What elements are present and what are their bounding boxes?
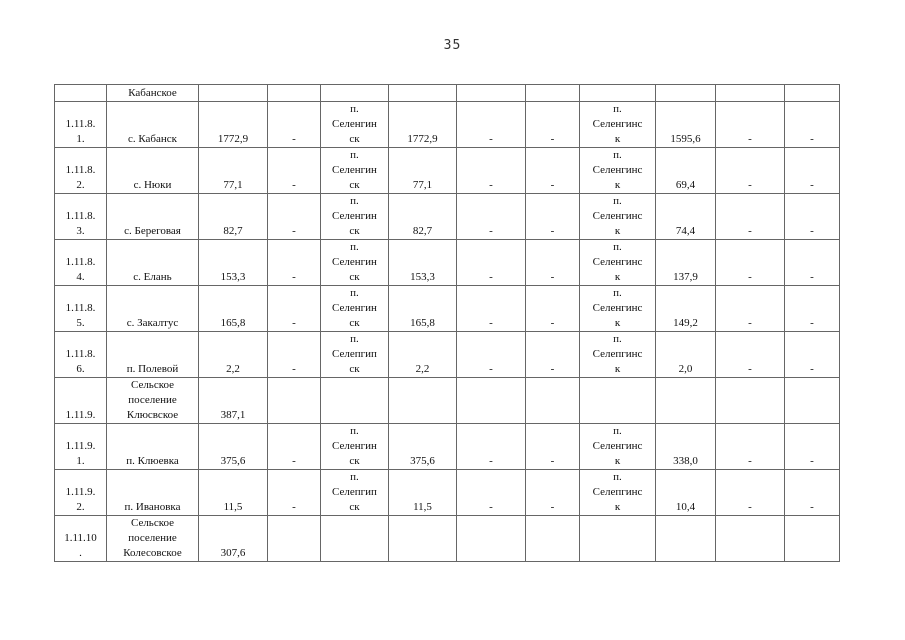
name-cell: Сельское поселение Клюсвское	[107, 378, 199, 424]
dash-cell	[526, 378, 580, 424]
place-cell	[580, 516, 656, 562]
value-cell: 2,2	[199, 332, 268, 378]
place-cell	[321, 378, 389, 424]
dash-cell: -	[268, 470, 321, 516]
page-number: 35	[443, 38, 462, 53]
value-cell: 82,7	[389, 194, 457, 240]
place-cell	[580, 378, 656, 424]
value-cell: 375,6	[199, 424, 268, 470]
dash-cell: -	[268, 102, 321, 148]
dash-cell: -	[457, 470, 526, 516]
dash-cell: -	[457, 240, 526, 286]
dash-cell: -	[716, 286, 785, 332]
dash-cell: -	[785, 194, 840, 240]
value-cell: 11,5	[199, 470, 268, 516]
value-cell	[656, 516, 716, 562]
dash-cell: -	[716, 148, 785, 194]
dash-cell: -	[716, 102, 785, 148]
dash-cell: -	[457, 102, 526, 148]
dash-cell	[526, 516, 580, 562]
name-cell: с. Закалтус	[107, 286, 199, 332]
value-cell: 165,8	[199, 286, 268, 332]
dash-cell: -	[785, 102, 840, 148]
table-row	[55, 148, 840, 194]
value-cell: 387,1	[199, 378, 268, 424]
dash-cell: -	[526, 286, 580, 332]
place-cell: п. Селепгинс к	[580, 332, 656, 378]
dash-cell: -	[268, 148, 321, 194]
value-cell: 77,1	[199, 148, 268, 194]
value-cell: 153,3	[389, 240, 457, 286]
value-cell: 74,4	[656, 194, 716, 240]
empty-cell	[656, 85, 716, 102]
dash-cell: -	[716, 194, 785, 240]
dash-cell: -	[785, 286, 840, 332]
place-cell: п. Селенгинс к	[580, 102, 656, 148]
name-cell: п. Ивановка	[107, 470, 199, 516]
code-cell: 1.11.8. 3.	[55, 194, 107, 240]
name-cell: с. Нюки	[107, 148, 199, 194]
code-cell: 1.11.9. 2.	[55, 470, 107, 516]
place-cell: п. Селенгин ск	[321, 240, 389, 286]
code-cell: 1.11.9.	[55, 378, 107, 424]
empty-cell	[389, 85, 457, 102]
dash-cell: -	[268, 240, 321, 286]
name-cell: Кабанское	[107, 85, 199, 102]
value-cell: 82,7	[199, 194, 268, 240]
name-cell: с. Елань	[107, 240, 199, 286]
value-cell: 1595,6	[656, 102, 716, 148]
table-row	[55, 516, 840, 562]
dash-cell: -	[716, 470, 785, 516]
value-cell	[389, 378, 457, 424]
value-cell: 165,8	[389, 286, 457, 332]
dash-cell	[785, 378, 840, 424]
dash-cell: -	[268, 424, 321, 470]
code-cell: 1.11.8. 4.	[55, 240, 107, 286]
dash-cell: -	[457, 194, 526, 240]
empty-cell	[457, 85, 526, 102]
dash-cell	[457, 378, 526, 424]
dash-cell: -	[716, 332, 785, 378]
table-row	[55, 378, 840, 424]
dash-cell: -	[785, 470, 840, 516]
dash-cell: -	[268, 332, 321, 378]
value-cell: 307,6	[199, 516, 268, 562]
place-cell: п. Селенгинс к	[580, 240, 656, 286]
name-cell: п. Клюевка	[107, 424, 199, 470]
dash-cell	[457, 516, 526, 562]
empty-cell	[716, 85, 785, 102]
settlements-table	[54, 84, 840, 562]
value-cell: 11,5	[389, 470, 457, 516]
empty-cell	[580, 85, 656, 102]
code-cell: 1.11.9. 1.	[55, 424, 107, 470]
code-cell	[55, 85, 107, 102]
empty-cell	[268, 85, 321, 102]
dash-cell: -	[526, 194, 580, 240]
table-row	[55, 85, 840, 102]
value-cell: 1772,9	[389, 102, 457, 148]
code-cell: 1.11.8. 5.	[55, 286, 107, 332]
place-cell: п. Селепгип ск	[321, 470, 389, 516]
place-cell: п. Селенгинс к	[580, 424, 656, 470]
dash-cell: -	[526, 332, 580, 378]
dash-cell: -	[457, 286, 526, 332]
value-cell: 2,0	[656, 332, 716, 378]
empty-cell	[199, 85, 268, 102]
place-cell: п. Селенгин ск	[321, 148, 389, 194]
empty-cell	[785, 85, 840, 102]
dash-cell: -	[785, 332, 840, 378]
value-cell: 137,9	[656, 240, 716, 286]
dash-cell: -	[785, 148, 840, 194]
dash-cell	[268, 516, 321, 562]
table-row	[55, 102, 840, 148]
dash-cell: -	[526, 148, 580, 194]
dash-cell: -	[526, 102, 580, 148]
value-cell: 69,4	[656, 148, 716, 194]
dash-cell: -	[526, 240, 580, 286]
name-cell: п. Полевой	[107, 332, 199, 378]
code-cell: 1.11.8. 1.	[55, 102, 107, 148]
place-cell: п. Селепгип ск	[321, 332, 389, 378]
dash-cell: -	[785, 240, 840, 286]
place-cell: п. Селенгин ск	[321, 102, 389, 148]
dash-cell: -	[457, 332, 526, 378]
dash-cell: -	[526, 470, 580, 516]
value-cell: 338,0	[656, 424, 716, 470]
value-cell: 10,4	[656, 470, 716, 516]
dash-cell: -	[457, 148, 526, 194]
dash-cell: -	[716, 240, 785, 286]
place-cell: п. Селенгин ск	[321, 424, 389, 470]
value-cell: 153,3	[199, 240, 268, 286]
dash-cell: -	[716, 424, 785, 470]
dash-cell: -	[457, 424, 526, 470]
dash-cell	[716, 516, 785, 562]
code-cell: 1.11.8. 6.	[55, 332, 107, 378]
value-cell: 2,2	[389, 332, 457, 378]
table-row	[55, 424, 840, 470]
place-cell: п. Селенгин ск	[321, 286, 389, 332]
value-cell: 1772,9	[199, 102, 268, 148]
table-row	[55, 240, 840, 286]
code-cell: 1.11.8. 2.	[55, 148, 107, 194]
place-cell: п. Селенгинс к	[580, 148, 656, 194]
name-cell: Сельское поселение Колесовское	[107, 516, 199, 562]
place-cell: п. Селенгинс к	[580, 286, 656, 332]
table-row	[55, 286, 840, 332]
dash-cell	[716, 378, 785, 424]
empty-cell	[526, 85, 580, 102]
place-cell: п. Селенгинс к	[580, 194, 656, 240]
value-cell	[389, 516, 457, 562]
value-cell	[656, 378, 716, 424]
code-cell: 1.11.10 .	[55, 516, 107, 562]
dash-cell	[785, 516, 840, 562]
value-cell: 149,2	[656, 286, 716, 332]
dash-cell	[268, 378, 321, 424]
dash-cell: -	[268, 194, 321, 240]
dash-cell: -	[785, 424, 840, 470]
place-cell: п. Селенгин ск	[321, 194, 389, 240]
table-row	[55, 332, 840, 378]
table-row	[55, 470, 840, 516]
value-cell: 375,6	[389, 424, 457, 470]
dash-cell: -	[268, 286, 321, 332]
place-cell: п. Селепгинс к	[580, 470, 656, 516]
name-cell: с. Кабанск	[107, 102, 199, 148]
name-cell: с. Береговая	[107, 194, 199, 240]
place-cell	[321, 516, 389, 562]
table-row	[55, 194, 840, 240]
empty-cell	[321, 85, 389, 102]
dash-cell: -	[526, 424, 580, 470]
value-cell: 77,1	[389, 148, 457, 194]
